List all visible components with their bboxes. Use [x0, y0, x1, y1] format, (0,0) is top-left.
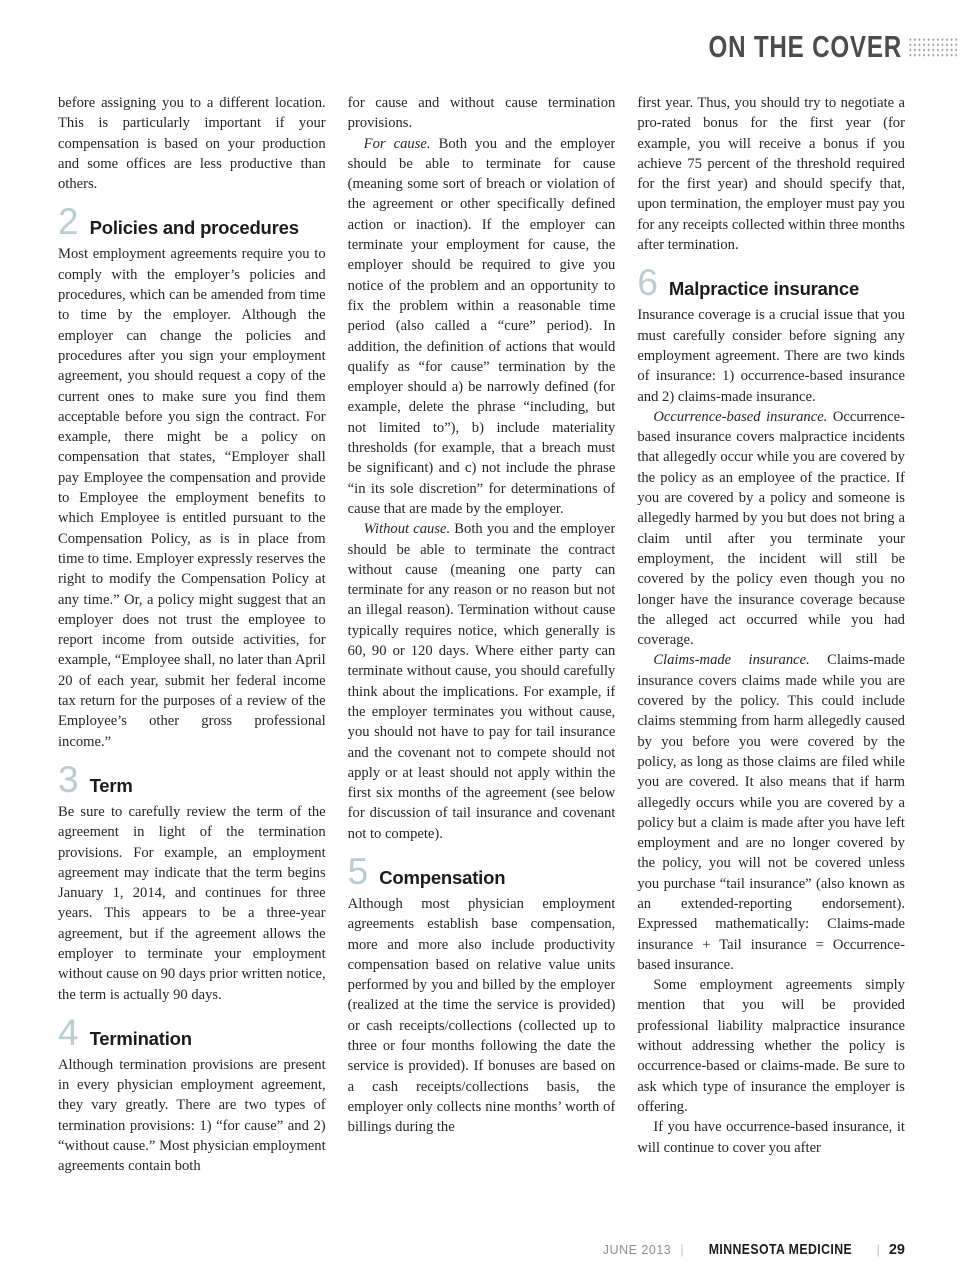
page-footer [603, 1241, 905, 1258]
section-heading [58, 201, 326, 243]
body-paragraph: Occurrence-based insurance. Occurrence-based insurance covers malpractice incidents that allegedly occur while you are covered by the policy as an employee of the practice. If you are covered by a policy and someone is allegedly harmed by you but does not bring a claim until after you terminate your employment, the incident will still be covered by the policy even though you no longer have the insurance coverage because the alleged act occurred while you had coverage. [637, 408, 905, 649]
article-columns [58, 93, 905, 1233]
body-paragraph: Although termination provisions are present in every physician employment agreement, they vary greatly. There are two types of termination provisions: 1) “for cause” and 2) “without cause.” Most physician employment agreements contain both [58, 1056, 326, 1175]
paragraph-lead-in: Claims-made insurance. [653, 652, 810, 669]
halftone-dots-decoration [908, 37, 960, 58]
section-heading [58, 758, 326, 800]
footer-separator: | [680, 1242, 684, 1257]
article-column-3 [637, 93, 905, 1233]
article-column-2 [348, 93, 616, 1233]
section-heading [637, 262, 905, 304]
section-title: Term [89, 774, 133, 796]
body-paragraph: Be sure to carefully review the term of the agreement in light of the termination provisions. For example, an employment agreement may indicate that the term begins January 1, 2014, and continues for three years. This appears to be a three-year agreement, but if the agreement allows the employer to terminate your employment without cause on 90 days prior written notice, the term is actually 90 days. [58, 803, 326, 1003]
section-title: Policies and procedures [89, 217, 299, 239]
section-title: Malpractice insurance [668, 278, 860, 300]
paragraph-lead-in: Occurrence-based insurance. [653, 408, 828, 425]
body-paragraph: Without cause. Both you and the employer should be able to terminate the contract without cause (meaning one party can terminate for any reason or no reason but not an illegal reason). Termination without cause typically requires notice, which generally is 60, 90 or 120 days. Where either party can terminate without cause, you should carefully think about the implications. For example, if the employer terminates you without cause, you should not have to pay for tail insurance and the covenant not to compete should not apply or at least should not apply within the first six months of the agreement (see below for discussion of tail insurance and covenant not to compete). [347, 521, 616, 842]
footer-page-number: 29 [888, 1241, 905, 1258]
footer-issue-date: JUNE 2013 [602, 1242, 672, 1257]
article-column-1 [58, 93, 326, 1233]
section-number: 2 [58, 201, 79, 243]
body-paragraph: first year. Thus, you should try to negotiate a pro-rated bonus for the first year (for example, you will receive a bonus if you achieve 75 percent of the threshold required for the first year) and should specify that, upon termination, the employer must pay you for any receipts collected within three months after termination. [637, 95, 905, 254]
body-paragraph: Most employment agreements require you to comply with the employer’s policies and procedures, which can be amended from time to time by the employer. Although the employer can change the policies and procedures after you sign your employment agreement, you should request a copy of the current ones to make sure you find them acceptable before you sign the contract. For example, there might be a policy on compensation that states, “Employer shall pay Employee the compensation and provide to Employee the employment benefits to which Employee is entitled pursuant to the Compensation Policy, as is in place from time to time. Employer expressly reserves the right to modify the Compensation Policy at any time.” Or, a policy might suggest that an employer does not trust the employee to report income from outside activities, for example, “Employee shall, no later than April 20 of each year, submit her federal income tax return for the purposes of a review of the Employee’s other gross professional income.” [58, 246, 326, 750]
section-number: 6 [637, 262, 658, 304]
section-number: 4 [58, 1011, 79, 1053]
body-paragraph: If you have occurrence-based insurance, it will continue to cover you after [637, 1119, 905, 1156]
section-title: Compensation [379, 866, 506, 888]
page-header [0, 30, 960, 64]
body-paragraph: Some employment agreements simply mention that you will be provided professional liability malpractice insurance without addressing whether the policy is occurrence-based or claims-made. Be sure to ask which type of insurance the employer is offering. [637, 977, 905, 1115]
footer-magazine-name: MINNESOTA MEDICINE [708, 1241, 852, 1258]
footer-separator: | [876, 1242, 880, 1257]
section-heading [347, 850, 616, 892]
section-number: 3 [58, 758, 79, 800]
body-paragraph: Claims-made insurance. Claims-made insurance covers claims made while you are covered by the policy. This could include claims stemming from harm allegedly caused by you before you were covered by the policy, as long as those claims are filed while you are covered. It also means that if harm allegedly occurs while you are covered by a policy but a claim is made after you have left employment and are no longer covered by the policy, you will not be covered unless you purchase “tail insurance” (also known as an extended-reporting endorsement). Expressed mathematically: Claims-made insurance + Tail insurance = Occurrence-based insurance. [637, 652, 905, 973]
paragraph-lead-in: For cause. [363, 135, 431, 152]
body-paragraph: Although most physician employment agreements establish base compensation, more and more also include productivity compensation based on relative value units performed by you and billed by the employer (realized at the time the service is provided) or cash receipts/collections (collected up to three or four months following the date the service is provided). If bonuses are based on a cash receipts/collections basis, the employer only collects nine months’ worth of billings during the [347, 895, 616, 1136]
paragraph-lead-in: Without cause. [363, 521, 451, 538]
section-heading [58, 1011, 326, 1053]
body-paragraph: Insurance coverage is a crucial issue that you must carefully consider before signing any employment agreement. There are two kinds of insurance: 1) occurrence-based insurance and 2) claims-made insurance. [637, 307, 905, 405]
body-paragraph: for cause and without cause termination provisions. [347, 95, 616, 132]
section-title: Termination [89, 1027, 192, 1049]
section-number: 5 [347, 850, 369, 892]
body-paragraph: before assigning you to a different location. This is particularly important if your compensation is based on your production and some offices are less productive than others. [58, 95, 326, 193]
body-paragraph: For cause. Both you and the employer should be able to terminate for cause (meaning some sort of breach or violation of the agreement or other specifically defined action or inaction). If the employer can terminate your employment for cause, the employer should be required to give you notice of the problem and an opportunity to fix the problem within a reasonable time period (also called a “cure” period). In addition, the definition of actions that would qualify as “for cause” termination by the employer should a) be narrowly defined (for example, delete the phrase “including, but not limited to”), b) include materiality thresholds (for example, that a breach must be significant) and c) not include the phrase “in its sole discretion” for determinations of cause that are made by the employer. [347, 135, 616, 517]
page-header-title: ON THE COVER [708, 29, 902, 64]
